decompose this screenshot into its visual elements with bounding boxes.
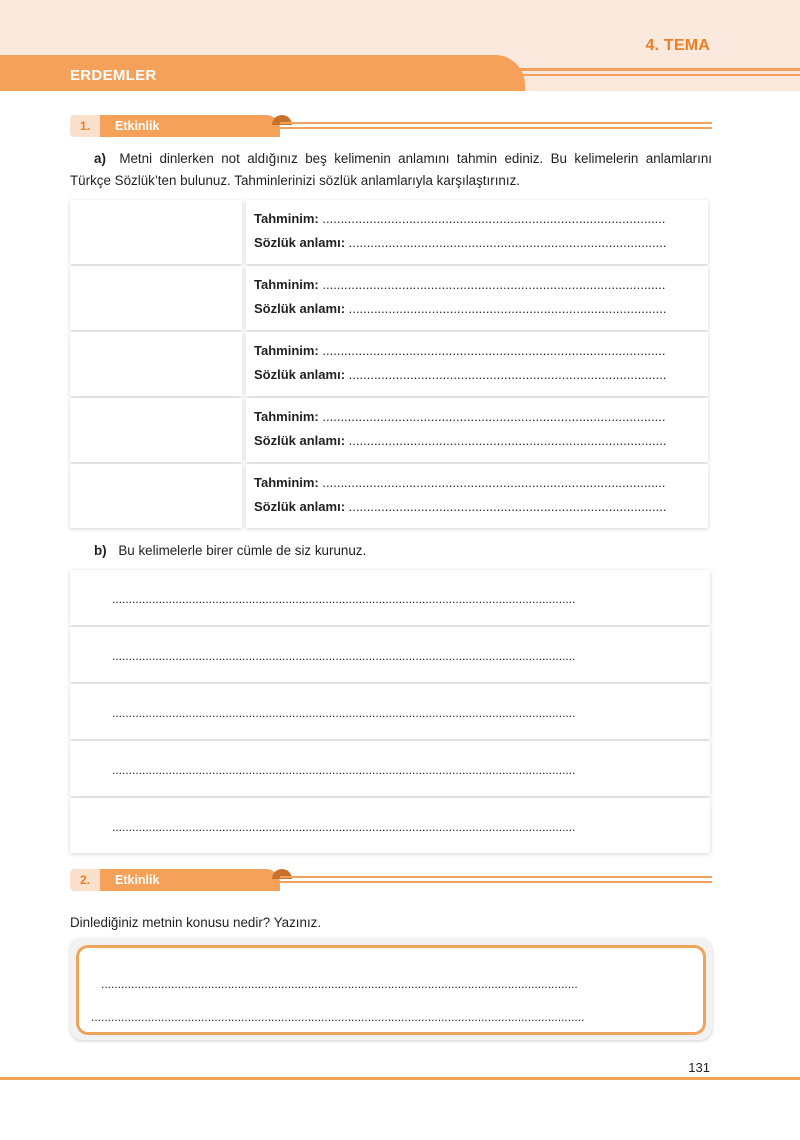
table-row [70, 200, 710, 264]
activity-label: Etkinlik [100, 115, 280, 137]
guess-line[interactable]: Tahminim: ............................................................................................... [254, 343, 666, 358]
header-rule [500, 68, 800, 71]
sentence-line[interactable] [70, 627, 710, 682]
part-b-instruction [70, 540, 712, 562]
dotted-line: ........................................................................................................................................... [112, 592, 576, 606]
header-rule [500, 74, 800, 76]
dictionary-line[interactable]: Sözlük anlamı: ........................................................................................ [254, 301, 667, 316]
part-b-text: Bu kelimelerle birer cümle de siz kurunuz. [118, 543, 367, 558]
sentence-lines [70, 570, 710, 855]
dotted-line: ........................................................................................................................................... [112, 820, 576, 834]
table-row [70, 464, 710, 528]
dictionary-line[interactable]: Sözlük anlamı: ........................................................................................ [254, 499, 667, 514]
word-cell[interactable] [70, 200, 242, 264]
dotted-line: ........................................................................................................................................... [112, 649, 576, 663]
theme-label: 4. TEMA [645, 37, 710, 54]
table-row [70, 332, 710, 396]
sentence-line[interactable] [70, 741, 710, 796]
answer-line[interactable]: ............................................................................................................................................... [101, 977, 578, 991]
dotted-line: ........................................................................................................................................... [112, 763, 576, 777]
sentence-line[interactable] [70, 570, 710, 625]
activity-2-question: Dinlediğiniz metnin konusu nedir? Yazınız. [70, 915, 322, 930]
answer-box-frame [70, 938, 712, 1040]
meaning-cell [246, 266, 708, 330]
word-cell[interactable] [70, 266, 242, 330]
table-row [70, 266, 710, 330]
activity-number: 2. [70, 869, 100, 891]
word-cell[interactable] [70, 464, 242, 528]
sentence-line[interactable] [70, 684, 710, 739]
meaning-cell [246, 200, 708, 264]
part-a-instruction [70, 148, 712, 192]
dictionary-line[interactable]: Sözlük anlamı: ........................................................................................ [254, 367, 667, 382]
unit-title: ERDEMLER [70, 67, 157, 84]
table-row [70, 398, 710, 462]
activity-rule [280, 876, 712, 878]
word-meaning-table [70, 200, 710, 530]
meaning-cell [246, 398, 708, 462]
part-a-letter: a) [94, 151, 106, 166]
meaning-cell [246, 464, 708, 528]
footer-rule [0, 1077, 800, 1080]
answer-line[interactable]: .................................................................................................................................................... [91, 1010, 585, 1024]
activity-number: 1. [70, 115, 100, 137]
word-cell[interactable] [70, 398, 242, 462]
activity-label: Etkinlik [100, 869, 280, 891]
activity-1-header [70, 115, 712, 137]
guess-line[interactable]: Tahminim: ............................................................................................... [254, 211, 666, 226]
answer-box[interactable] [76, 945, 706, 1035]
activity-rule [280, 127, 712, 129]
word-cell[interactable] [70, 332, 242, 396]
guess-line[interactable]: Tahminim: ............................................................................................... [254, 475, 666, 490]
dotted-line: ........................................................................................................................................... [112, 706, 576, 720]
activity-2-header [70, 869, 712, 891]
dictionary-line[interactable]: Sözlük anlamı: ........................................................................................ [254, 433, 667, 448]
guess-line[interactable]: Tahminim: ............................................................................................... [254, 277, 666, 292]
activity-rule [280, 122, 712, 124]
guess-line[interactable]: Tahminim: ............................................................................................... [254, 409, 666, 424]
part-a-text: Metni dinlerken not aldığınız beş kelimenin anlamını tahmin ediniz. Bu kelimelerin anlamlarını Türkçe Sözlük’ten bulunuz. Tahminlerinizi sözlük anlamlarıyla karşılaştırınız. [70, 151, 712, 188]
part-b-letter: b) [94, 543, 107, 558]
page-number: 131 [688, 1060, 710, 1075]
sentence-line[interactable] [70, 798, 710, 853]
meaning-cell [246, 332, 708, 396]
activity-rule [280, 881, 712, 883]
dictionary-line[interactable]: Sözlük anlamı: ........................................................................................ [254, 235, 667, 250]
